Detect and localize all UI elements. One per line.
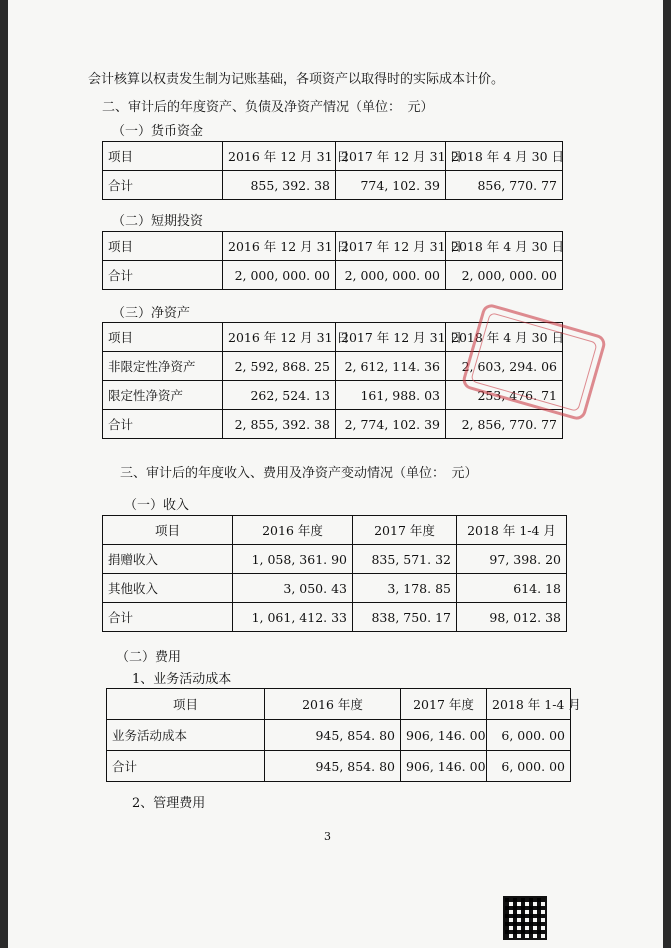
value-cell: 2, 855, 392. 38 [223,410,336,439]
value-cell: 774, 102. 39 [336,171,446,200]
value-cell: 835, 571. 32 [353,545,457,574]
value-cell: 253, 476. 71 [446,381,563,410]
short-invest-title: （二）短期投资 [112,214,204,229]
header-cell: 项目 [107,689,265,720]
value-cell: 945, 854. 80 [265,720,401,751]
value-cell: 2, 000, 000. 00 [336,261,446,290]
table-row [103,574,567,603]
row-label: 合计 [103,171,223,200]
row-label: 合计 [103,410,223,439]
value-cell: 97, 398. 20 [457,545,567,574]
expense-title: （二）费用 [116,650,182,665]
value-cell: 945, 854. 80 [265,751,401,782]
value-cell: 1, 061, 412. 33 [233,603,353,632]
header-cell: 2018 年 4 月 30 日 [446,232,563,261]
header-cell: 2016 年 12 月 31 日 [223,323,336,352]
header-cell: 2016 年度 [233,516,353,545]
table-row [103,410,563,439]
value-cell: 855, 392. 38 [223,171,336,200]
value-cell: 1, 058, 361. 90 [233,545,353,574]
value-cell: 6, 000. 00 [487,720,571,751]
header-cell: 2016 年 12 月 31 日 [223,142,336,171]
page-number: 3 [324,830,331,843]
net-assets-title: （三）净资产 [112,306,191,321]
row-label: 业务活动成本 [107,720,265,751]
income-title: （一）收入 [124,498,190,513]
value-cell: 2, 612, 114. 36 [336,352,446,381]
value-cell: 2, 000, 000. 00 [223,261,336,290]
table-header-row [103,516,567,545]
activity-title: 1、业务活动成本 [132,672,232,687]
value-cell: 2, 856, 770. 77 [446,410,563,439]
value-cell: 906, 146. 00 [401,751,487,782]
value-cell: 161, 988. 03 [336,381,446,410]
value-cell: 614. 18 [457,574,567,603]
section3-title: 三、审计后的年度收入、费用及净资产变动情况（单位： 元） [120,466,478,481]
table-row [103,545,567,574]
value-cell: 6, 000. 00 [487,751,571,782]
cash-table [102,141,563,200]
table-header-row [103,232,563,261]
row-label: 限定性净资产 [103,381,223,410]
value-cell: 262, 524. 13 [223,381,336,410]
qr-code-icon [503,896,547,940]
row-label: 合计 [103,603,233,632]
header-cell: 2018 年 4 月 30 日 [446,142,563,171]
intro-line: 会计核算以权责发生制为记账基础，各项资产以取得时的实际成本计价。 [88,72,505,87]
table-header-row [103,142,563,171]
table-row [107,751,571,782]
table-row [103,603,567,632]
header-cell: 2018 年 1-4 月 [487,689,571,720]
value-cell: 98, 012. 38 [457,603,567,632]
document-page [8,0,663,948]
header-cell: 2018 年 4 月 30 日 [446,323,563,352]
value-cell: 856, 770. 77 [446,171,563,200]
value-cell: 906, 146. 00 [401,720,487,751]
row-label: 其他收入 [103,574,233,603]
value-cell: 3, 050. 43 [233,574,353,603]
mgmt-title: 2、管理费用 [132,796,206,811]
header-cell: 2017 年 12 月 31 日 [336,323,446,352]
short-invest-table [102,231,563,290]
value-cell: 2, 000, 000. 00 [446,261,563,290]
value-cell: 2, 603, 294. 06 [446,352,563,381]
row-label: 非限定性净资产 [103,352,223,381]
header-cell: 项目 [103,323,223,352]
header-cell: 项目 [103,232,223,261]
value-cell: 3, 178. 85 [353,574,457,603]
table-row [103,171,563,200]
header-cell: 2018 年 1-4 月 [457,516,567,545]
row-label: 合计 [103,261,223,290]
value-cell: 2, 774, 102. 39 [336,410,446,439]
header-cell: 2017 年 12 月 31 日 [336,232,446,261]
income-table [102,515,567,632]
header-cell: 2017 年度 [401,689,487,720]
section2-title: 二、审计后的年度资产、负债及净资产情况（单位： 元） [102,100,434,115]
header-cell: 项目 [103,516,233,545]
table-row [107,720,571,751]
value-cell: 838, 750. 17 [353,603,457,632]
row-label: 捐赠收入 [103,545,233,574]
header-cell: 2016 年 12 月 31 日 [223,232,336,261]
table-row [103,261,563,290]
header-cell: 2017 年度 [353,516,457,545]
row-label: 合计 [107,751,265,782]
header-cell: 项目 [103,142,223,171]
value-cell: 2, 592, 868. 25 [223,352,336,381]
activity-cost-table [106,688,581,782]
header-cell: 2017 年 12 月 31 日 [336,142,446,171]
cash-title: （一）货币资金 [112,124,204,139]
header-cell: 2016 年度 [265,689,401,720]
table-header-row [107,689,571,720]
